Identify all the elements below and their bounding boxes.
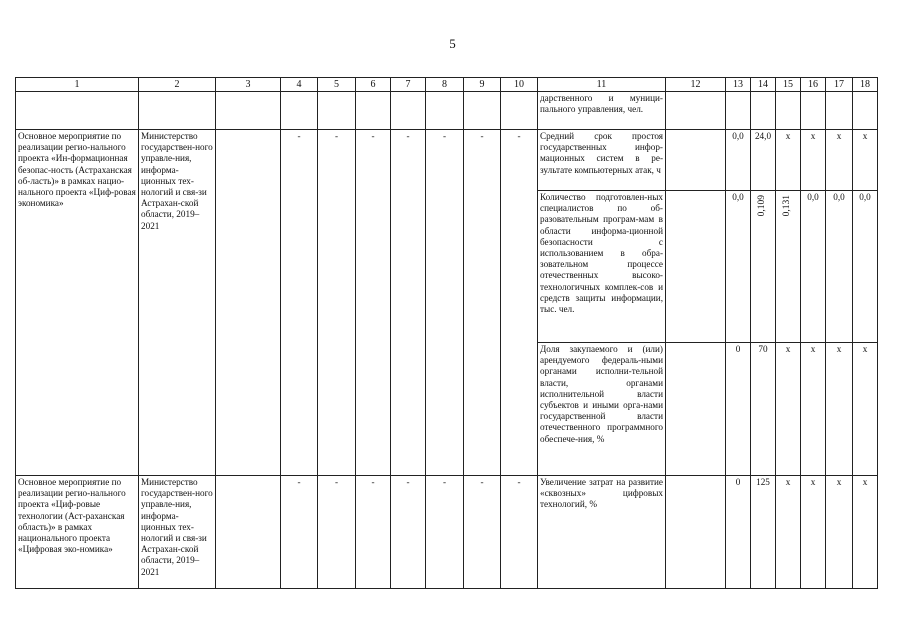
cell-empty [776, 92, 801, 130]
value-cell [666, 476, 726, 589]
header-cell: 7 [391, 78, 426, 92]
dash-cell: - [281, 130, 318, 476]
header-cell: 15 [776, 78, 801, 92]
value-cell: 0,0 [826, 191, 853, 343]
indicator-text: Средний срок простоя государственных инфор-мационных систем в ре-зультате компьютерных атак, ч [538, 130, 666, 191]
dash-cell: - [318, 476, 356, 589]
dash-cell: - [426, 130, 464, 476]
value-cell: х [801, 476, 826, 589]
cell-empty [464, 92, 501, 130]
cell-empty [501, 92, 538, 130]
value-cell: 24,0 [751, 130, 776, 191]
dash-cell: - [391, 130, 426, 476]
value-cell: 70 [751, 343, 776, 476]
continuation-row [16, 92, 878, 130]
value-cell: 0 [726, 476, 751, 589]
value-cell: 0,0 [726, 130, 751, 191]
indicator-text: Доля закупаемого и (или) арендуемого федераль-ными органами исполни-тельной власти, органами исполнительной власти субъектов и иными орга-нами государственной власти отечественного программного обеспече-ния, % [538, 343, 666, 476]
value-cell [666, 191, 726, 343]
cell-empty [356, 92, 391, 130]
cell-empty [826, 92, 853, 130]
value-cell: х [776, 343, 801, 476]
header-cell: 6 [356, 78, 391, 92]
header-cell: 12 [666, 78, 726, 92]
dash-cell: - [356, 130, 391, 476]
header-cell: 13 [726, 78, 751, 92]
dash-cell: - [426, 476, 464, 589]
value-cell-vertical [751, 191, 776, 343]
value-cell: 0,0 [801, 191, 826, 343]
value-cell: х [776, 476, 801, 589]
header-cell: 14 [751, 78, 776, 92]
cell-empty [391, 92, 426, 130]
value-cell: х [776, 130, 801, 191]
dash-cell: - [391, 476, 426, 589]
cell-empty [751, 92, 776, 130]
value-cell [666, 343, 726, 476]
value-cell: х [826, 343, 853, 476]
cell-empty [216, 92, 281, 130]
cell-empty [801, 92, 826, 130]
executor-cell: Министерство государствен-ного управле-ния, информа-ционных тех-нологий и свя-зи Астрахан-ской области, 2019–2021 [139, 476, 216, 589]
header-cell: 10 [501, 78, 538, 92]
cell-empty [853, 92, 878, 130]
value-cell: х [853, 343, 878, 476]
value-cell: х [801, 130, 826, 191]
header-cell: 5 [318, 78, 356, 92]
value-cell: 0,0 [853, 191, 878, 343]
cell-empty [216, 130, 281, 476]
value-cell: 0,0 [726, 191, 751, 343]
dash-cell: - [464, 476, 501, 589]
table-row [16, 476, 878, 589]
header-cell: 2 [139, 78, 216, 92]
dash-cell: - [318, 130, 356, 476]
header-cell: 18 [853, 78, 878, 92]
vertical-value: 0,131 [782, 195, 793, 217]
cell-empty [726, 92, 751, 130]
header-cell: 16 [801, 78, 826, 92]
header-cell: 3 [216, 78, 281, 92]
page-number: 5 [449, 36, 456, 51]
value-cell: х [853, 130, 878, 191]
indicator-text: Количество подготовлен-ных специалистов по об-разовательным програм-мам в области информа-ционной безопасности с использованием в обра-зовательном процессе отечественных высоко-технологичных комплек-сов и средств защиты информации, тыс. чел. [538, 191, 666, 343]
cell-empty [426, 92, 464, 130]
header-row [16, 78, 878, 92]
value-cell: х [853, 476, 878, 589]
dash-cell: - [356, 476, 391, 589]
table-row [16, 130, 878, 191]
cell-empty [318, 92, 356, 130]
cell-empty [16, 92, 139, 130]
activity-name: Основное мероприятие по реализации регио-нального проекта «Ин-формационная безопас-ность (Астраханская об-ласть)» в рамках нацио-нального проекта «Циф-ровая экономика» [16, 130, 139, 476]
vertical-value: 0,109 [757, 195, 768, 217]
header-cell: 11 [538, 78, 666, 92]
value-cell: х [801, 343, 826, 476]
dash-cell: - [281, 476, 318, 589]
dash-cell: - [464, 130, 501, 476]
indicator-text: дарственного и муници-пального управления, чел. [538, 92, 666, 130]
cell-empty [666, 92, 726, 130]
activity-name: Основное мероприятие по реализации регио-нального проекта «Циф-ровые технологии (Аст-раханская область)» в рамках национального проекта «Цифровая эко-номика» [16, 476, 139, 589]
header-cell: 1 [16, 78, 139, 92]
value-cell [666, 130, 726, 191]
indicator-text: Увеличение затрат на развитие «сквозных» цифровых технологий, % [538, 476, 666, 589]
value-cell: 125 [751, 476, 776, 589]
cell-empty [281, 92, 318, 130]
executor-cell: Министерство государствен-ного управле-ния, информа-ционных тех-нологий и свя-зи Астрахан-ской области, 2019–2021 [139, 130, 216, 476]
header-cell: 17 [826, 78, 853, 92]
value-cell: х [826, 130, 853, 191]
header-cell: 4 [281, 78, 318, 92]
header-cell: 8 [426, 78, 464, 92]
cell-empty [139, 92, 216, 130]
header-cell: 9 [464, 78, 501, 92]
value-cell: 0 [726, 343, 751, 476]
cell-empty [216, 476, 281, 589]
value-cell: х [826, 476, 853, 589]
dash-cell: - [501, 476, 538, 589]
dash-cell: - [501, 130, 538, 476]
value-cell-vertical [776, 191, 801, 343]
program-table [15, 77, 878, 589]
